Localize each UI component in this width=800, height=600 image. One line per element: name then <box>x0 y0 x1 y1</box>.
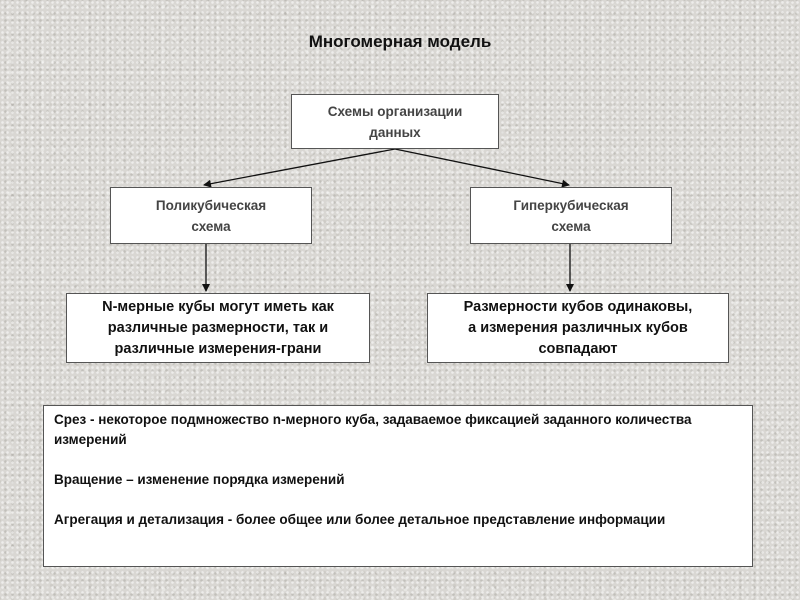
definition-rotation: Вращение – изменение порядка измерений <box>54 472 345 487</box>
arrow-root-to-hyper <box>395 149 569 185</box>
definition-aggregation: Агрегация и детализация - более общее или более детальное представление информации <box>54 512 666 527</box>
definition-slice: Срез - некоторое подмножество n-мерного куба, задаваемое фиксацией заданного количества измерений <box>54 412 692 447</box>
page-title: Многомерная модель <box>308 32 492 51</box>
hypercubic-description-box: Размерности кубов одинаковы, а измерения различных кубов совпадают <box>427 293 729 363</box>
arrow-root-to-poly <box>204 149 395 185</box>
polycubic-scheme-box: Поликубическая схема <box>110 187 312 244</box>
hypercubic-scheme-box: Гиперкубическая схема <box>470 187 672 244</box>
root-node-box: Схемы организации данных <box>291 94 499 149</box>
polycubic-description-box: N-мерные кубы могут иметь как различные размерности, так и различные измерения-грани <box>66 293 370 363</box>
definitions-box <box>43 405 753 567</box>
